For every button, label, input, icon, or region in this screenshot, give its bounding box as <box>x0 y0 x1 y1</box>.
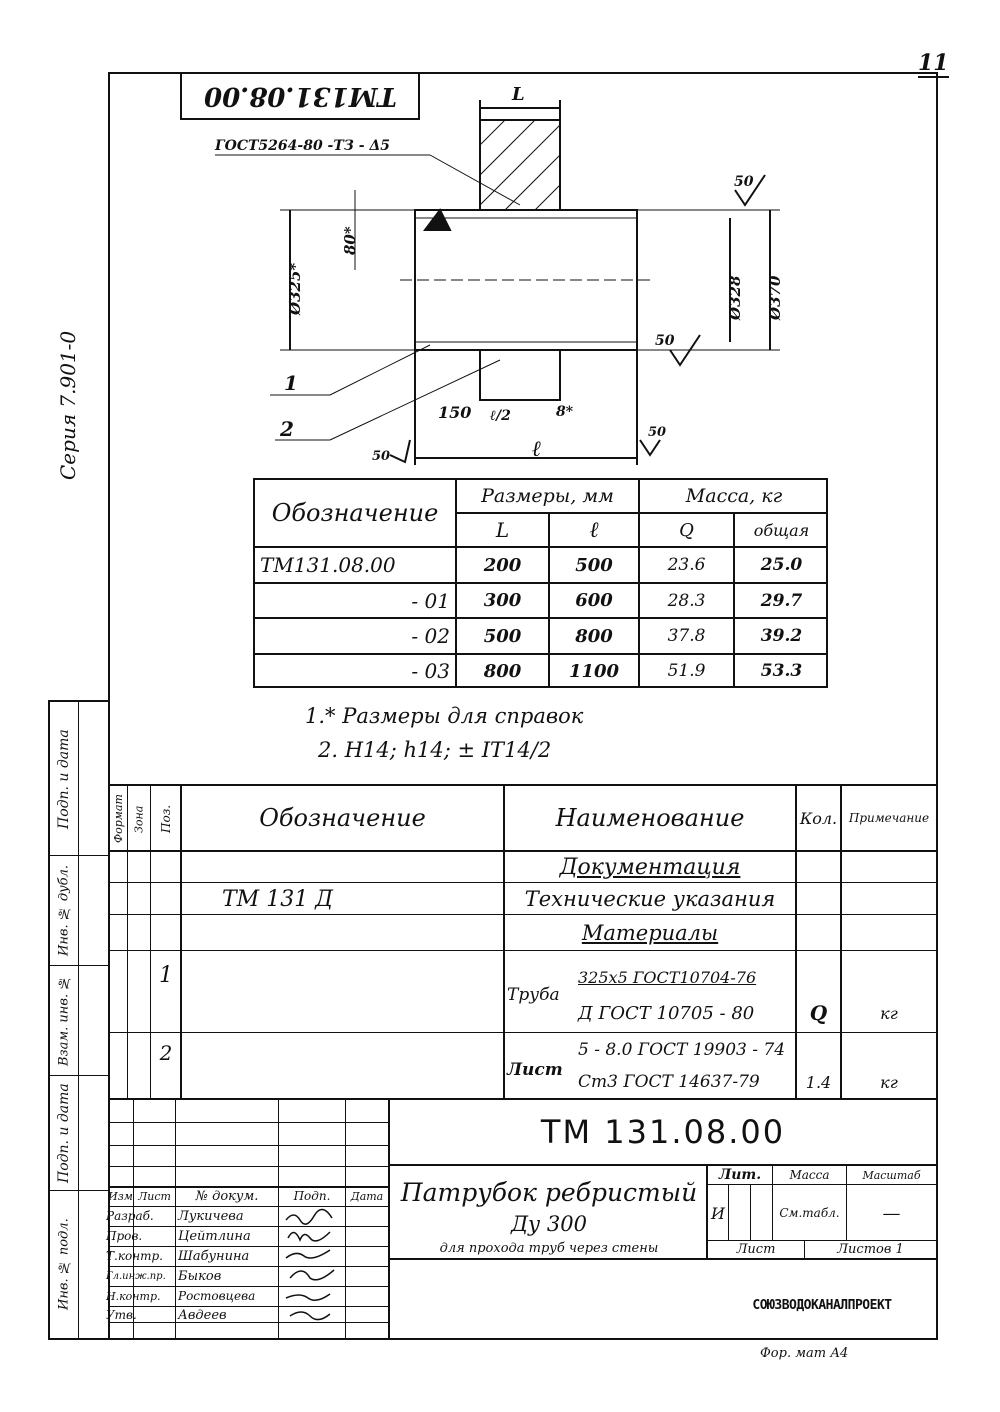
tb-header-list: Лист <box>138 1189 171 1203</box>
tb-title-line2: Ду 300 <box>510 1212 587 1236</box>
tb-lit-value: И <box>711 1203 725 1223</box>
tb-role-4: Н.контр. <box>106 1289 161 1303</box>
spec-header-zone: Зона <box>132 805 146 833</box>
tb-sheets-label: Листов 1 <box>837 1242 904 1257</box>
size-header-total: общая <box>753 520 810 540</box>
tb-name-4: Ростовцева <box>178 1289 256 1303</box>
spec-section-docs: Документация <box>559 854 741 880</box>
size-header-L: L <box>495 518 510 542</box>
dim-L: L <box>512 84 525 105</box>
size-header-mass: Масса, кг <box>685 485 783 507</box>
tb-role-5: Утв. <box>106 1308 137 1322</box>
side-label-dup-inv: Инв. № дубл. <box>56 865 72 956</box>
page-number: 11 <box>918 50 949 76</box>
tb-role-1: Пров. <box>106 1229 143 1243</box>
spec-header-format: Формат <box>112 794 125 844</box>
roughness-50-c: 50 <box>372 449 391 464</box>
dim-8: 8* <box>556 404 574 420</box>
size-header-l: ℓ <box>589 518 599 543</box>
tb-code: ТМ 131.08.00 <box>540 1113 786 1151</box>
series-label: Серия 7.901-0 <box>56 330 80 480</box>
spec-pos2: 2 <box>159 1041 173 1065</box>
size-row-2-L: 500 <box>483 625 522 647</box>
size-row-1-l: 600 <box>575 590 613 611</box>
spec-header-qty: Кол. <box>799 808 838 828</box>
size-row-3-total: 53.3 <box>760 661 803 681</box>
size-row-2-Q: 37.8 <box>667 626 706 646</box>
roughness-50-d: 50 <box>648 425 667 440</box>
size-row-3-l: 1100 <box>568 660 620 682</box>
roughness-50-b: 50 <box>655 333 675 349</box>
spec-pos1: 1 <box>159 962 173 988</box>
tb-role-0: Разраб. <box>106 1209 154 1223</box>
frame-bottom <box>108 1338 938 1340</box>
tb-role-3: Гл.инж.пр. <box>106 1270 166 1282</box>
dim-150: 150 <box>438 403 472 422</box>
note-2: 2. Н14; h14; ± IT14/2 <box>318 738 552 762</box>
tb-organization: СОЮЗВОДОКАНАЛПРОЕКТ <box>752 1297 892 1313</box>
size-row-2-des: - 02 <box>411 624 450 648</box>
side-label-sign-date-2: Подп. и дата <box>56 1083 72 1183</box>
dim-80: 80* <box>341 226 359 255</box>
tb-header-scale: Масштаб <box>862 1168 921 1182</box>
tb-title-line3: для прохода труб через стены <box>439 1240 659 1256</box>
spec-pos2-qty: 1.4 <box>805 1072 832 1092</box>
tb-role-2: Т.контр. <box>106 1249 163 1263</box>
size-header-designation: Обозначение <box>271 499 439 527</box>
spec-header-name: Наименование <box>555 804 745 832</box>
tb-header-lit: Лит. <box>718 1167 762 1183</box>
size-row-3-L: 800 <box>483 660 522 682</box>
dim-d325: Ø325* <box>286 262 304 315</box>
signatures <box>280 1206 344 1338</box>
size-row-0-l: 500 <box>575 554 613 576</box>
size-row-2-l: 800 <box>575 625 613 647</box>
spec-pos2-line1: 5 - 8.0 ГОСТ 19903 - 74 <box>578 1040 786 1060</box>
technical-drawing <box>0 0 1000 480</box>
side-label-orig-inv: Инв. № подл. <box>56 1218 72 1311</box>
spec-doc-code: ТМ 131 Д <box>222 886 334 912</box>
dim-l2: ℓ/2 <box>490 408 511 424</box>
roughness-50-a: 50 <box>734 174 754 190</box>
spec-pos2-unit: кг <box>880 1072 898 1092</box>
tb-header-izm: Изм <box>108 1189 133 1203</box>
callout-2: 2 <box>280 417 294 441</box>
tb-name-0: Лукичева <box>178 1208 244 1224</box>
weld-spec: ГОСТ5264-80 -ТЗ - Δ5 <box>215 138 391 154</box>
size-row-3-des: - 03 <box>411 659 450 683</box>
spec-pos2-type: Лист <box>507 1060 563 1080</box>
spec-header-note: Примечание <box>848 811 930 825</box>
spec-pos1-line2: Д ГОСТ 10705 - 80 <box>578 1002 755 1024</box>
size-row-3-Q: 51.9 <box>667 661 706 681</box>
format-note: Фор. мат А4 <box>760 1346 849 1361</box>
dim-l: ℓ <box>532 436 542 462</box>
dim-d370: Ø370 <box>766 275 784 320</box>
size-row-1-Q: 28.3 <box>667 590 706 611</box>
size-row-0-total: 25.0 <box>760 555 803 575</box>
tb-header-mass: Масса <box>789 1168 830 1182</box>
spec-pos1-unit: кг <box>880 1003 898 1023</box>
tb-name-5: Авдеев <box>178 1307 227 1323</box>
tb-title-line1: Патрубок ребристый <box>400 1177 698 1207</box>
spec-section-materials: Материалы <box>581 921 719 945</box>
size-header-dimensions: Размеры, мм <box>481 485 614 507</box>
tb-name-1: Цейтлина <box>178 1228 251 1244</box>
tb-sheet-label: Лист <box>736 1242 776 1257</box>
tb-header-sign: Подп. <box>293 1189 331 1203</box>
side-label-replace-inv: Взам. инв. № <box>56 974 72 1067</box>
spec-pos1-line1: 325х5 ГОСТ10704-76 <box>578 967 757 987</box>
size-row-1-L: 300 <box>483 590 522 611</box>
tb-name-2: Шабунина <box>178 1248 250 1264</box>
size-row-0-L: 200 <box>483 554 522 576</box>
note-1: 1.* Размеры для справок <box>305 704 584 728</box>
size-row-1-total: 29.7 <box>760 590 803 611</box>
tb-mass-value: См.табл. <box>779 1206 840 1220</box>
size-row-2-total: 39.2 <box>760 626 803 646</box>
dim-d328: Ø328 <box>726 275 744 320</box>
tb-header-date: Дата <box>350 1189 384 1203</box>
tb-name-3: Быков <box>178 1268 222 1284</box>
spec-header-pos: Поз. <box>159 804 173 834</box>
spec-header-designation: Обозначение <box>259 804 426 832</box>
size-row-0-Q: 23.6 <box>667 555 706 575</box>
spec-pos1-type: Труба <box>507 985 560 1005</box>
spec-doc-name: Технические указания <box>524 887 776 911</box>
size-row-1-des: - 01 <box>411 588 450 613</box>
spec-pos1-qty: Q <box>809 1001 828 1025</box>
tb-scale-value: — <box>882 1202 901 1224</box>
size-header-Q: Q <box>679 519 694 541</box>
rib-bottom <box>480 350 560 400</box>
spec-pos2-line2: Ст3 ГОСТ 14637-79 <box>578 1072 760 1092</box>
side-label-sign-date-1: Подп. и дата <box>56 729 72 829</box>
callout-1: 1 <box>284 371 298 395</box>
size-row-0-des: ТМ131.08.00 <box>260 553 396 577</box>
corner-stamp-code: ТМ131.08.00 <box>203 81 397 111</box>
tb-header-doc: № докум. <box>195 1188 259 1204</box>
